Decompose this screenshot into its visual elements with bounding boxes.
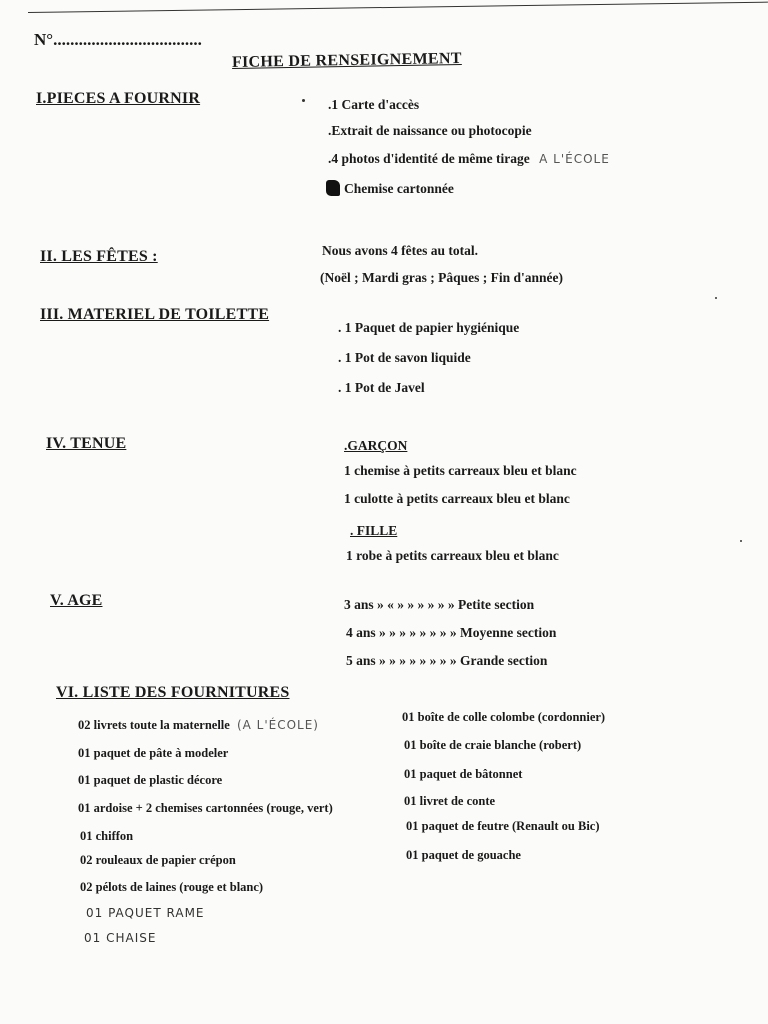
girl-item: 1 robe à petits carreaux bleu et blanc — [346, 548, 559, 563]
supply-item: 01 boîte de colle colombe (cordonnier) — [402, 710, 606, 724]
section-3-item: . 1 Paquet de papier hygiénique — [338, 320, 520, 335]
supply-item: 01 paquet de bâtonnet — [404, 767, 523, 781]
speck — [715, 297, 717, 299]
supply-item: 01 paquet de feutre (Renault ou Bic) — [406, 819, 600, 833]
supply-item: 01 livret de conte — [404, 794, 496, 808]
section-3-heading: III. MATERIEL DE TOILETTE — [40, 306, 270, 323]
section-2-line: Nous avons 4 fêtes au total. — [322, 243, 479, 258]
section-4-heading: IV. TENUE — [46, 435, 127, 452]
document-title: FICHE DE RENSEIGNEMENT — [231, 49, 462, 72]
supply-item: 01 paquet de pâte à modeler — [78, 746, 229, 760]
supply-item: 02 rouleaux de papier crépon — [80, 853, 236, 867]
section-1-item: .1 Carte d'accès — [328, 97, 420, 112]
supply-item: 01 ardoise + 2 chemises cartonnées (rouge, vert) — [78, 801, 333, 815]
supply-item: 01 boîte de craie blanche (robert) — [404, 738, 582, 752]
section-1-item: Chemise cartonnée — [326, 180, 454, 197]
supply-item: 02 livrets toute la maternelle (A L'ÉCOLE) — [78, 718, 319, 732]
age-line: 5 ans » » » » » » » » Grande section — [346, 653, 548, 668]
boy-item: 1 culotte à petits carreaux bleu et blanc — [344, 491, 570, 506]
section-2-heading: II. LES FÊTES : — [40, 248, 158, 265]
supply-item: 01 chiffon — [80, 829, 134, 843]
section-6-heading: VI. LISTE DES FOURNITURES — [56, 684, 290, 701]
section-3-item: . 1 Pot de Javel — [338, 380, 425, 395]
supply-item: 01 paquet de plastic décore — [78, 773, 223, 787]
section-2-line: (Noël ; Mardi gras ; Pâques ; Fin d'année) — [320, 270, 563, 285]
section-5-heading: V. AGE — [50, 592, 103, 609]
age-line: 4 ans » » » » » » » » Moyenne section — [346, 625, 557, 640]
girl-subheading: . FILLE — [350, 523, 398, 538]
document-number: N°................................... — [34, 30, 202, 49]
blot-icon — [326, 180, 340, 196]
handwritten-supply: 01 CHAISE — [84, 931, 157, 945]
supply-item: 01 paquet de gouache — [406, 848, 521, 862]
handwritten-note: A L'ÉCOLE — [539, 152, 610, 166]
handwritten-note: (A L'ÉCOLE) — [236, 718, 319, 732]
handwritten-supply: 01 PAQUET RAME — [86, 906, 205, 920]
section-1-item: .Extrait de naissance ou photocopie — [328, 123, 532, 138]
section-1-heading: I.PIECES A FOURNIR — [36, 90, 201, 107]
speck — [740, 540, 742, 542]
boy-item: 1 chemise à petits carreaux bleu et blanc — [344, 463, 577, 478]
speck — [302, 99, 305, 102]
boy-subheading: .GARÇON — [344, 438, 408, 453]
age-line: 3 ans » « » » » » » » Petite section — [344, 597, 535, 612]
section-3-item: . 1 Pot de savon liquide — [338, 350, 471, 365]
top-rule — [28, 2, 768, 13]
section-1-item: .4 photos d'identité de même tirage A L'ÉCOLE — [328, 151, 610, 166]
supply-item: 02 pélots de laines (rouge et blanc) — [80, 880, 264, 894]
